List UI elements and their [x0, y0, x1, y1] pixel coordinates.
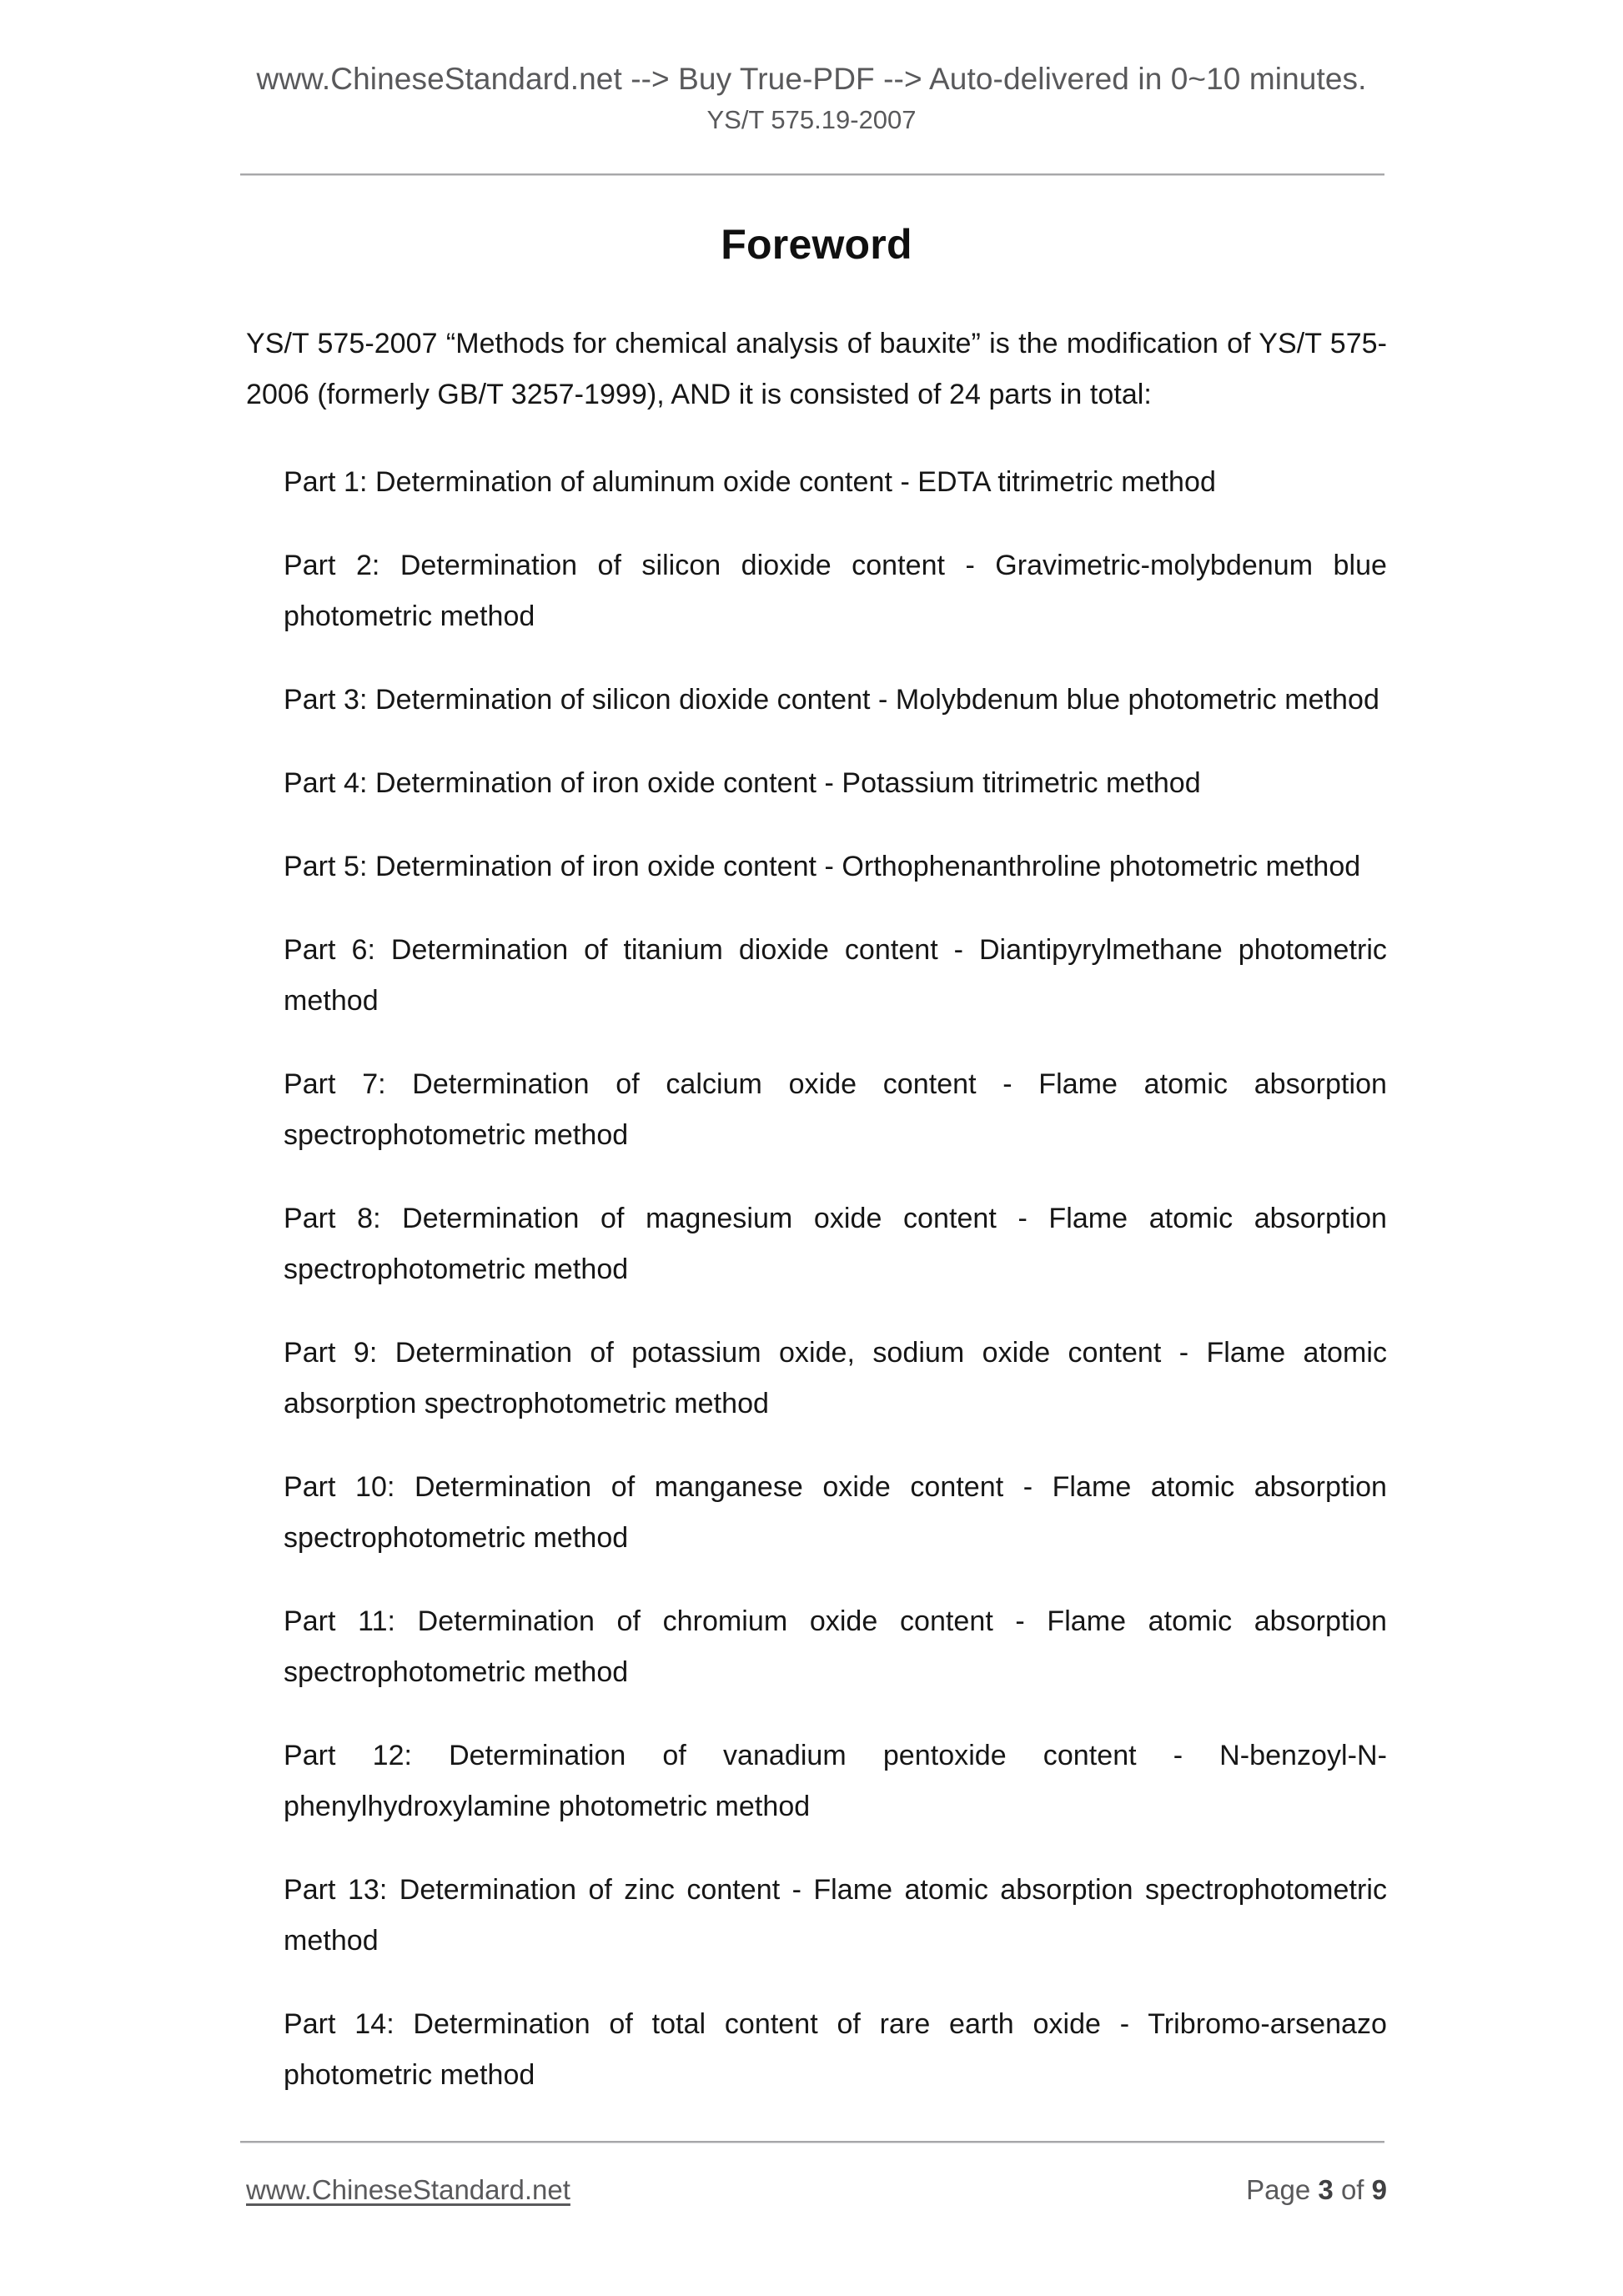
list-item: Part 11: Determination of chromium oxide content - Flame atomic absorption spectrophotometric method: [284, 1605, 1387, 1688]
list-item: Part 6: Determination of titanium dioxide content - Diantipyrylmethane photometric method: [284, 934, 1387, 1017]
footer-site-link[interactable]: www.ChineseStandard.net: [246, 2174, 570, 2205]
list-item: Part 13: Determination of zinc content - Flame atomic absorption spectrophotometric method: [284, 1874, 1387, 1957]
page-number-indicator: [1246, 2170, 1387, 2210]
page-header: [0, 60, 1623, 138]
intro-paragraph: YS/T 575-2007 “Methods for chemical analysis of bauxite” is the modification of YS/T 575-2006 (formerly GB/T 3257-1999), AND it is consisted of 24 parts in total:: [246, 328, 1387, 410]
list-item: Part 3: Determination of silicon dioxide content - Molybdenum blue photometric method: [284, 684, 1379, 716]
list-item: Part 10: Determination of manganese oxide content - Flame atomic absorption spectrophotometric method: [284, 1471, 1387, 1554]
list-item: Part 12: Determination of vanadium pentoxide content - N-benzoyl-N-phenylhydroxylamine photometric method: [284, 1740, 1387, 1822]
list-item: Part 4: Determination of iron oxide content - Potassium titrimetric method: [284, 767, 1201, 799]
list-item: Part 8: Determination of magnesium oxide content - Flame atomic absorption spectrophotometric method: [284, 1203, 1387, 1285]
current-page-number: 3: [1318, 2174, 1334, 2205]
header-divider: [240, 173, 1384, 175]
parts-list: [246, 457, 1387, 2101]
list-item: Part 5: Determination of iron oxide content - Orthophenanthroline photometric method: [284, 851, 1361, 882]
promo-banner-text: www.ChineseStandard.net --> Buy True-PDF --> Auto-delivered in 0~10 minutes.: [256, 62, 1367, 96]
list-item: Part 2: Determination of silicon dioxide content - Gravimetric-molybdenum blue photometric method: [284, 550, 1387, 632]
footer-divider: [240, 2141, 1384, 2143]
list-item: Part 1: Determination of aluminum oxide content - EDTA titrimetric method: [284, 466, 1216, 498]
total-page-number: 9: [1371, 2174, 1387, 2205]
page-label: Page: [1246, 2174, 1311, 2205]
list-item: Part 9: Determination of potassium oxide, sodium oxide content - Flame atomic absorption spectrophotometric method: [284, 1337, 1387, 1419]
document-body: [246, 219, 1387, 2101]
standard-code-header: YS/T 575.19-2007: [706, 105, 917, 134]
page-footer: [246, 2170, 1387, 2210]
list-item: Part 14: Determination of total content of rare earth oxide - Tribromo-arsenazo photometric method: [284, 2008, 1387, 2091]
page-title: Foreword: [721, 221, 912, 268]
page-of-label: of: [1340, 2174, 1364, 2205]
list-item: Part 7: Determination of calcium oxide content - Flame atomic absorption spectrophotometric method: [284, 1068, 1387, 1151]
